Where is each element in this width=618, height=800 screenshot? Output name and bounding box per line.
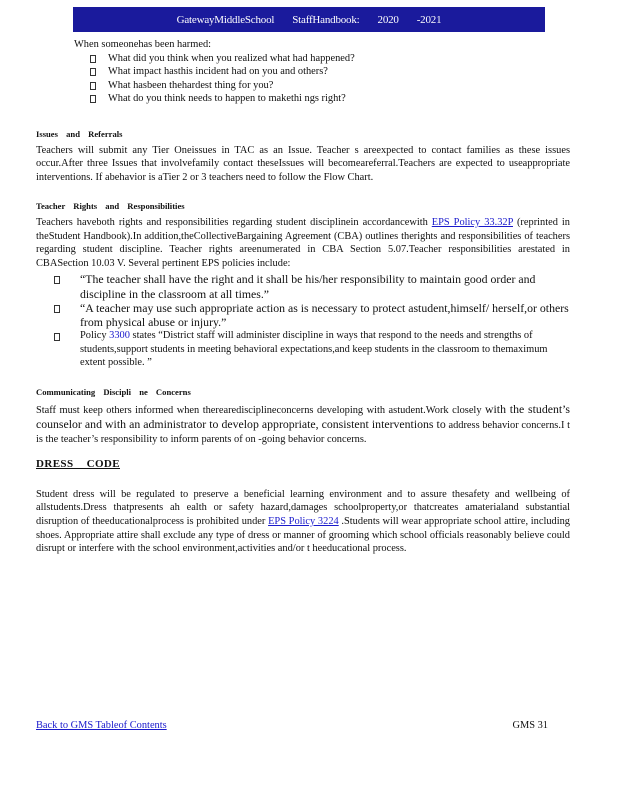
page-number: GMS 31 — [512, 720, 548, 731]
handbook-header-bar — [73, 7, 545, 32]
back-to-contents-link[interactable]: Back to GMS Tableof Contents — [36, 720, 167, 731]
page-footer — [36, 720, 548, 731]
eps-policy-3332p-link[interactable]: EPS Policy 33.32P — [431, 216, 513, 228]
rights-heading: Teacher Rights and Responsibilities — [36, 201, 185, 212]
list-item: What did you think when you realized what had happened? — [90, 52, 570, 66]
rights-body: Teachers haveboth rights and responsibilities regarding student disciplinein accordancewith EPS Policy 33.32P (reprinted in theStudent Handbook).In addition,theCollectiveBargaining Agreement (CBA) outlines therights and responsibilities of teachers regarding student discipline. Teacher rights areenumerated in CBA Section 5.07.Teacher responsibilities arestated in CBASection 10.03 V. Several pertinent EPS policies include: — [36, 216, 570, 269]
list-item: What do you think needs to happen to makethi ngs right? — [90, 92, 570, 106]
year-end: -2021 — [416, 13, 442, 26]
handbook-title: StaffHandbook: — [292, 13, 360, 26]
eps-policy-3224-link[interactable]: EPS Policy 3224 — [268, 516, 339, 528]
policy-3300-link[interactable]: 3300 — [109, 330, 130, 342]
issues-heading: Issues and Referrals — [36, 128, 123, 139]
harmed-intro: When someonehas been harmed: — [74, 39, 212, 50]
checkbox-bullet-icon — [90, 55, 96, 63]
list-item: Policy 3300 states “District staff will administer discipline in ways that respond to the needs and strengths of students,support students in meeting behavioral expectations,and keep students in the classroom to themaximum extent possible. ” — [54, 329, 570, 370]
dress-code-body: Student dress will be regulated to preserve a beneficial learning environment and to assure thesafety and wellbeing of allstudents.Dress thatpresents ah ealth or safety hazard,damages schoolproperty,or thatcreates amaterialand substantial disruption of theeducationalprocess is prohibited under EPS Policy 3224 .Students will wear appropriate school attire, including shoes. Appropriate attire shall exclude any type of dress or manner of grooming which school officials reasonably believe could disrupt or interfere with the school environment,activities and/or t heeducational process. — [36, 488, 571, 555]
list-item: What hasbeen thehardest thing for you? — [90, 79, 570, 93]
checkbox-bullet-icon — [54, 276, 60, 284]
checkbox-bullet-icon — [54, 305, 60, 313]
policy-quote-list — [36, 272, 570, 370]
school-name: GatewayMiddleSchool — [176, 13, 275, 26]
communicating-body: Staff must keep others informed when therearedisciplineconcerns developing with astudent.Work closely with the student’s counselor and with an administrator to develop appropriate, consistent interventions to address behavior concerns.I t is the teacher’s responsibility to inform parents of on -going behavior concerns. — [36, 401, 571, 445]
year-start: 2020 — [377, 13, 399, 26]
issues-body: Teachers will submit any Tier Oneissues in TAC as an Issue. Teacher s areexpected to contact families as these issues occur.After three Issues that involvefamily contact theseIssues will becomeareferral.Teachers are expected to useappropriate interventions. If abehavior is aTier 2 or 3 teachers need to follow the Flow Chart. — [36, 144, 570, 183]
list-item: “A teacher may use such appropriate action as is necessary to protect astudent,himself/ herself,or others from physical abuse or injury.” — [54, 301, 570, 329]
list-item: “The teacher shall have the right and it shall be his/her responsibility to maintain good order and discipline in the classroom at all times.” — [54, 272, 570, 300]
list-item: What impact hasthis incident had on you and others? — [90, 65, 570, 79]
checkbox-bullet-icon — [90, 68, 96, 76]
dress-code-heading: DRESS CODE — [36, 458, 120, 471]
checkbox-bullet-icon — [90, 95, 96, 103]
page-content — [36, 38, 570, 556]
checkbox-bullet-icon — [90, 82, 96, 90]
communicating-heading: Communicating Discipli ne Concerns — [36, 386, 191, 397]
checkbox-bullet-icon — [54, 333, 60, 341]
question-list — [36, 52, 570, 106]
